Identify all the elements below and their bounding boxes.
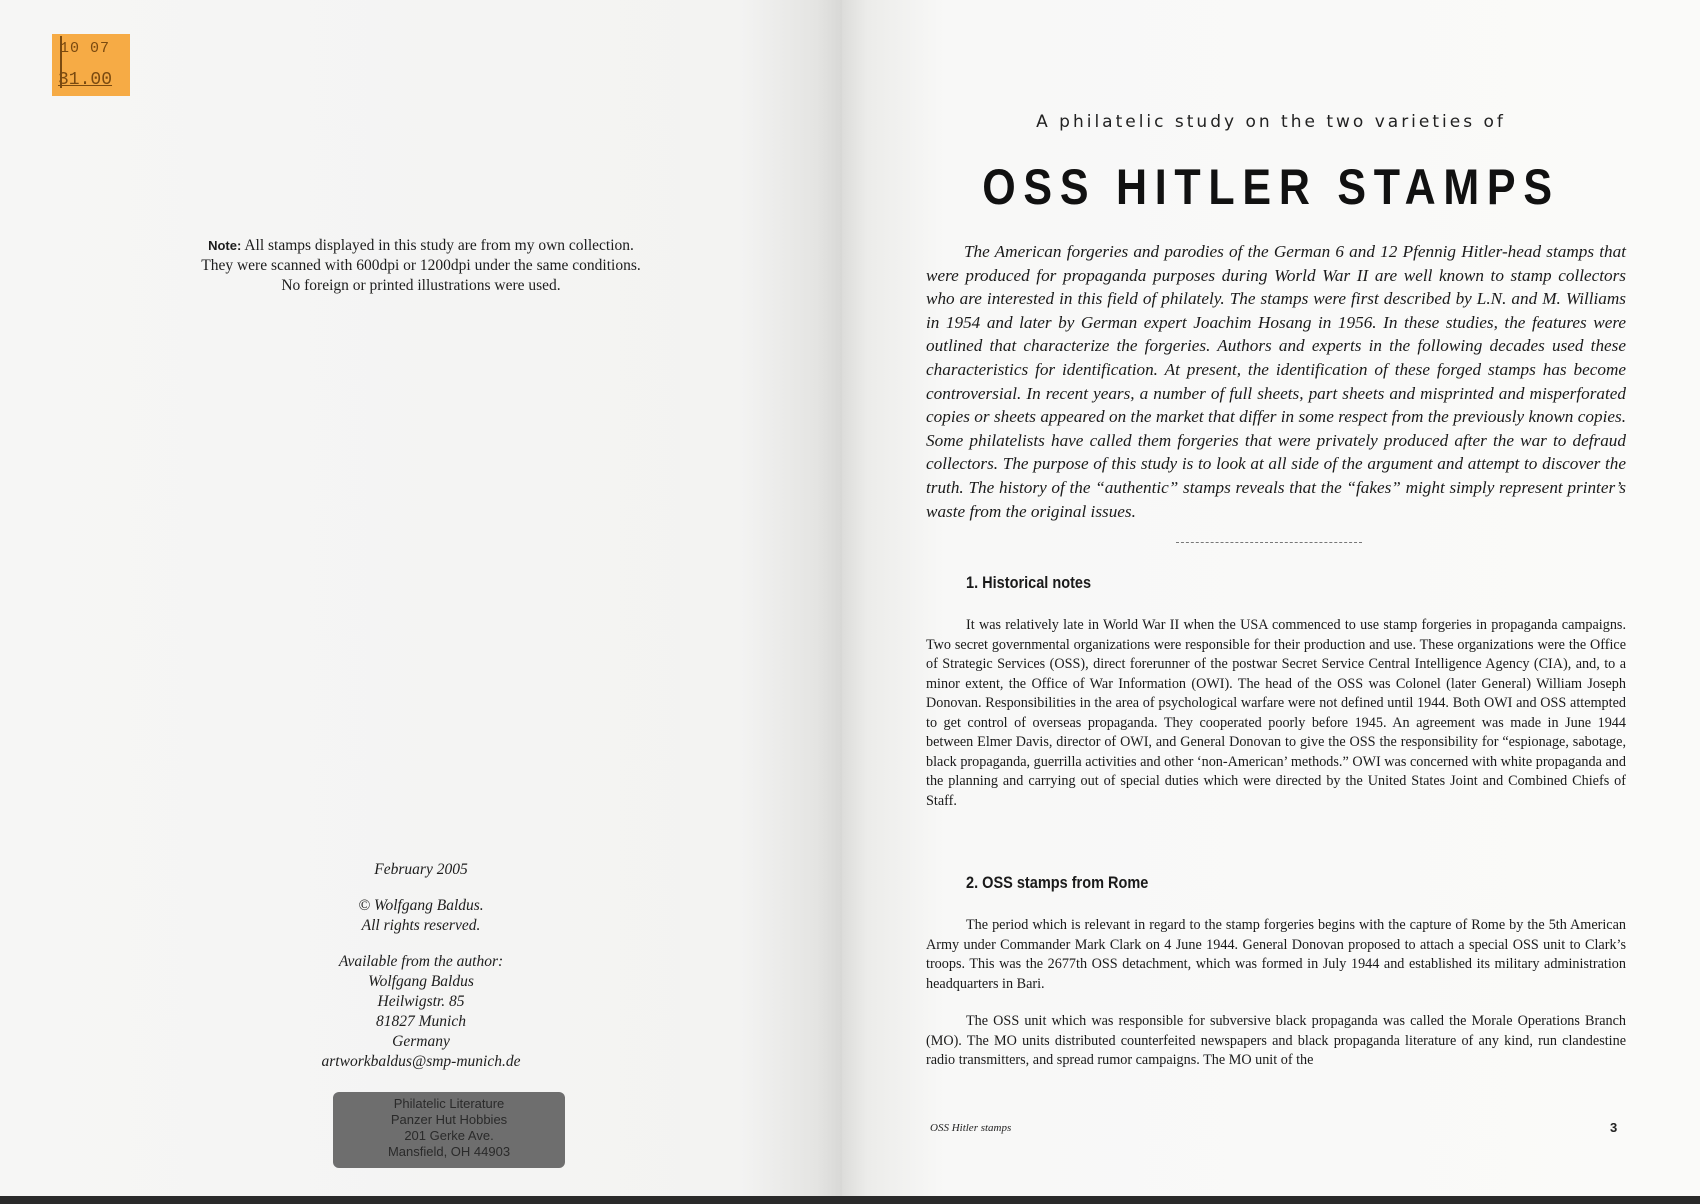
address-line-3: 201 Gerke Ave. [404, 1128, 494, 1143]
kicker: A philatelic study on the two varieties of [1036, 112, 1506, 132]
author-country: Germany [392, 1033, 450, 1050]
page-number: 3 [1610, 1120, 1618, 1135]
sticker-line-1: 10 07 [60, 40, 111, 57]
section-1-heading: 1. Historical notes [966, 574, 1092, 592]
note-label: Note: [208, 238, 242, 253]
abstract: The American forgeries and parodies of the German 6 and 12 Pfennig Hitler-head stamps that were produced for propaganda purposes during World War II are well known to stamp collectors who are interested in this field of philately. The stamps were first described by L.N. and M. Williams in 1954 and later by German expert Joachim Hosang in 1956. In these studies, the features were outlined that characterize the forgeries. Authors and experts in the following decades used these characteristics for identification. At present, the identification of these forged stamps has become controversial. In recent years, a number of full sheets, part sheets and misprinted and misperforated copies or sheets appeared on the market that differ in some respect from the previously known copies. Some philatelists have called them forgeries that were privately produced after the war to defraud collectors. The purpose of this study is to look at all side of the argument and attempt to discover the truth. The history of the “authentic” stamps reveals that the “fakes” might simply represent printer’s waste from the original issues. [926, 242, 1626, 521]
address-line-2: Panzer Hut Hobbies [390, 1112, 508, 1127]
collection-note [0, 236, 842, 296]
imprint-rights: All rights reserved. [361, 917, 481, 934]
section-1-body [926, 616, 1626, 811]
author-street: Heilwigstr. 85 [377, 993, 465, 1010]
author-city: 81827 Munich [376, 1013, 466, 1030]
divider [1176, 542, 1362, 543]
running-title: OSS Hitler stamps [930, 1122, 1012, 1134]
right-page [842, 0, 1700, 1196]
sticker-line-2: 31.00 [58, 70, 113, 90]
author-name: Wolfgang Baldus [368, 973, 474, 990]
section-2-heading: 2. OSS stamps from Rome [966, 874, 1149, 892]
left-page [0, 0, 842, 1196]
section-2-paragraph-2: The OSS unit which was responsible for subversive black propaganda was called the Morale Operations Branch (MO). The MO units distributed counterfeited newspapers and black propaganda literature of any kind, run clandestine radio transmitters, and spread rumor campaigns. The MO unit of the [926, 1013, 1626, 1068]
note-line-1: All stamps displayed in this study are from my own collection. [244, 237, 634, 254]
price-sticker [52, 34, 130, 96]
author-email: artworkbaldus@smp-munich.de [321, 1053, 521, 1070]
imprint-date: February 2005 [374, 861, 468, 878]
address-line-4: Mansfield, OH 44903 [387, 1144, 511, 1159]
imprint-available: Available from the author: [338, 953, 504, 970]
page-title: OSS HITLER STAMPS [982, 159, 1560, 215]
imprint-block [0, 860, 842, 1072]
imprint-copyright: © Wolfgang Baldus. [358, 897, 484, 914]
section-2-paragraph-1: The period which is relevant in regard to the stamp forgeries begins with the capture of Rome by the 5th American Army under Commander Mark Clark on 4 June 1944. General Donovan proposed to attach a special OSS unit to Clark’s troops. This was the 2677th OSS detachment, which was formed in July 1944 and established its military administration headquarters in Bari. [926, 917, 1626, 992]
section-2-body [926, 916, 1626, 1071]
note-line-2: They were scanned with 600dpi or 1200dpi under the same conditions. [201, 257, 641, 274]
section-1-paragraph: It was relatively late in World War II when the USA commenced to use stamp forgeries in propaganda campaigns. Two secret governmental organizations were responsible for their production and use. These organizations were the Office of Strategic Services (OSS), direct forerunner of the postwar Secret Service Central Intelligence Agency (CIA), and, to a minor extent, the Office of War Information (OWI). The head of the OSS was Colonel (later General) William Joseph Donovan. Responsibilities in the area of psychological warfare were not defined until 1944. Both OWI and OSS attempted to get control of overseas propaganda. They cooperated poorly before 1945. An agreement was made in June 1944 between Elmer Davis, director of OWI, and General Donovan to give the OSS the responsibility for “espionage, sabotage, black propaganda, guerrilla activities and other ‘non-American’ methods.” OWI was concerned with white propaganda and the planning and carrying out of special duties which were directed by the United States Joint and Combined Chiefs of Staff. [926, 617, 1626, 809]
dealer-address-sticker [333, 1092, 565, 1168]
address-line-1: Philatelic Literature [393, 1096, 505, 1111]
note-line-3: No foreign or printed illustrations were used. [281, 277, 561, 294]
